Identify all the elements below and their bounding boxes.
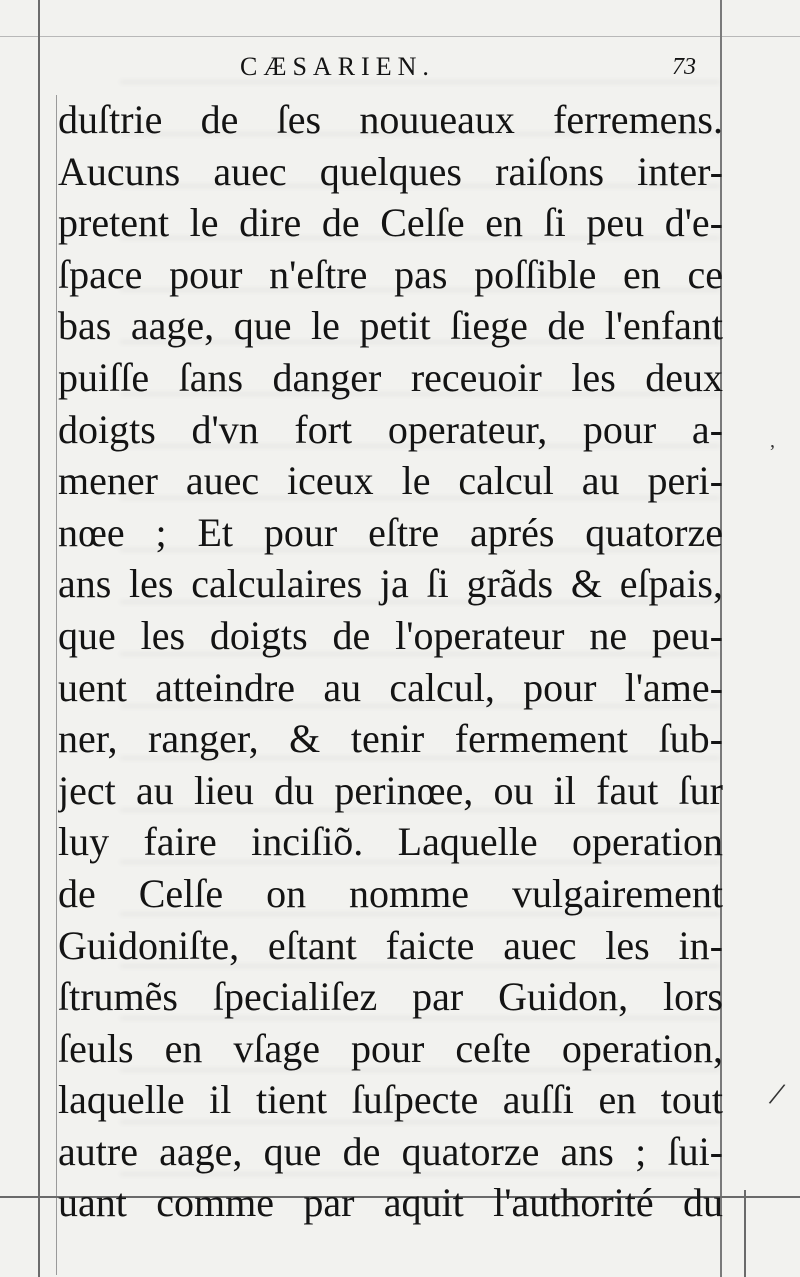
text-line: Aucuns auec quelques raiſons inter- (58, 148, 723, 194)
page-header (0, 52, 800, 92)
text-line: doigts d'vn fort operateur, pour a- (58, 406, 723, 452)
text-line: autre aage, que de quatorze ans ; ſui- (58, 1128, 723, 1174)
text-line: nœe ; Et pour eſtre aprés quatorze (58, 509, 723, 555)
text-line: ject au lieu du perinœe, ou il faut ſur (58, 767, 723, 813)
top-rule (0, 36, 800, 37)
text-line: mener auec iceux le calcul au peri- (58, 458, 723, 504)
text-line: luy faire inciſiõ. Laquelle operation (58, 819, 723, 865)
text-line: ner, ranger, & tenir fermement ſub- (58, 716, 723, 762)
text-line: duſtrie de ſes nouueaux ferremens. (58, 97, 723, 142)
left-inner-rule (56, 95, 57, 1275)
margin-mark: / (766, 1075, 788, 1114)
text-line: pretent le dire de Celſe en ſi peu d'e- (58, 200, 723, 246)
page-number: 73 (672, 54, 696, 80)
text-line: ſtrumẽs ſpecialiſez par Guidon, lors (58, 974, 723, 1020)
text-line: ſpace pour n'eſtre pas poſſible en ce (58, 251, 723, 297)
running-head: CÆSARIEN. (240, 52, 435, 81)
text-line: ſeuls en vſage pour ceſte operation, (58, 1025, 723, 1071)
text-line: uent atteindre au calcul, pour l'ame- (58, 664, 723, 710)
body-text (58, 94, 723, 1229)
margin-mark: , (770, 430, 775, 452)
text-line: que les doigts de l'operateur ne peu- (58, 612, 723, 658)
text-line: de Celſe on nomme vulgairement (58, 870, 723, 916)
left-margin-rule (38, 0, 40, 1277)
right-outer-rule (744, 1190, 746, 1277)
text-line: Guidoniſte, eſtant faicte auec les in- (58, 922, 723, 968)
text-line: ans les calculaires ja ſi grãds & eſpais, (58, 561, 723, 607)
text-line: laquelle il tient ſuſpecte auſſi en tout (58, 1077, 723, 1123)
text-line: puiſſe ſans danger receuoir les deux (58, 354, 723, 400)
text-line: uant comme par aquit l'authorité du (58, 1180, 723, 1226)
text-line: bas aage, que le petit ſiege de l'enfant (58, 303, 723, 349)
